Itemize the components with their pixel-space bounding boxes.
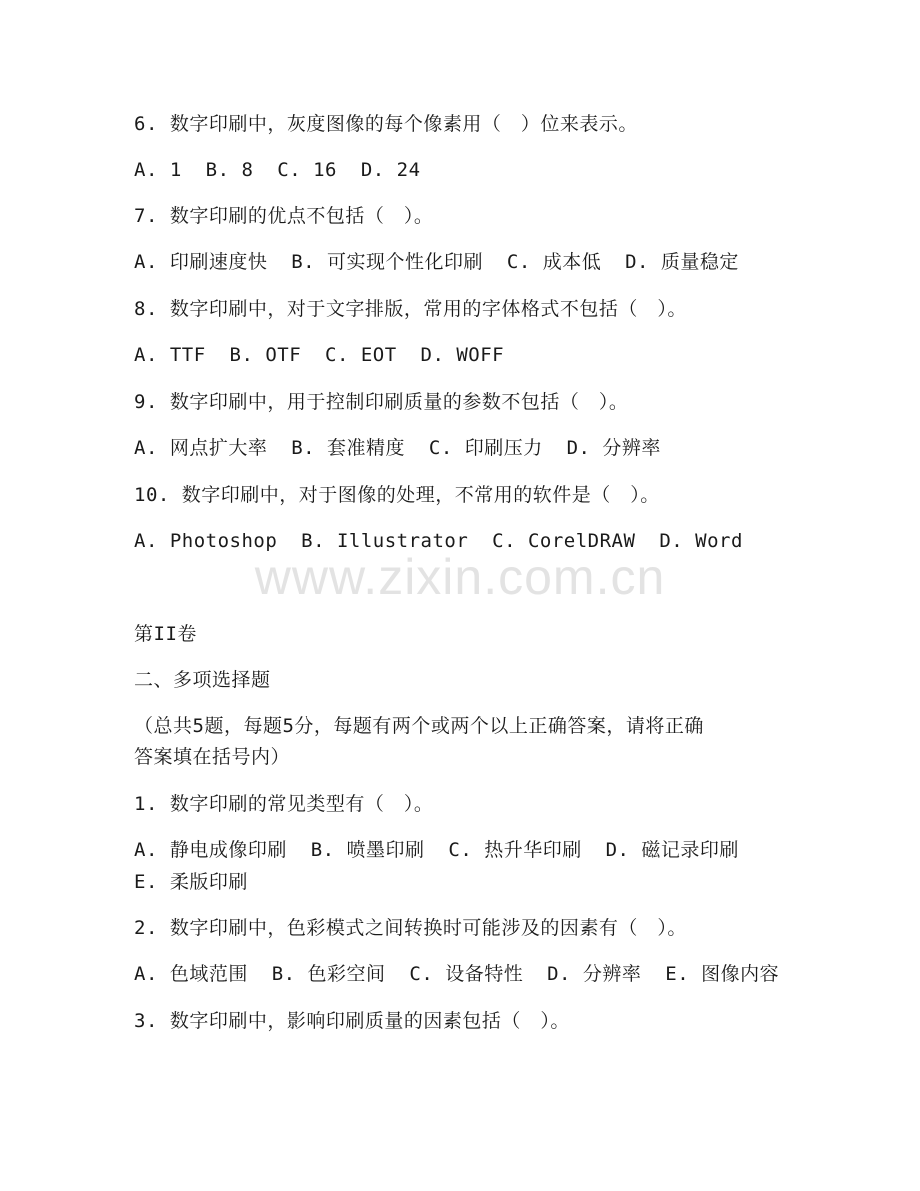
multi-question-1-options-line-2: E. 柔版印刷 [134, 871, 248, 893]
instructions-line-2: 答案填在括号内） [134, 746, 291, 768]
question-10-options: A. Photoshop B. Illustrator C. CorelDRAW D. Word [134, 530, 743, 552]
multi-question-1: 1. 数字印刷的常见类型有（ ）。 [134, 793, 434, 815]
question-6: 6. 数字印刷中，灰度图像的每个像素用（ ）位来表示。 [134, 113, 638, 135]
instructions-line-1: （总共5题，每题5分，每题有两个或两个以上正确答案，请将正确 [134, 715, 704, 737]
multi-question-1-options-line-1: A. 静电成像印刷 B. 喷墨印刷 C. 热升华印刷 D. 磁记录印刷 [134, 839, 739, 861]
question-9: 9. 数字印刷中，用于控制印刷质量的参数不包括（ ）。 [134, 391, 629, 413]
watermark: www.zixin.com.cn [254, 549, 666, 605]
multi-question-3: 3. 数字印刷中，影响印刷质量的因素包括（ ）。 [134, 1010, 570, 1032]
question-9-options: A. 网点扩大率 B. 套准精度 C. 印刷压力 D. 分辨率 [134, 437, 661, 459]
question-7-options: A. 印刷速度快 B. 可实现个性化印刷 C. 成本低 D. 质量稳定 [134, 251, 739, 273]
question-8: 8. 数字印刷中，对于文字排版，常用的字体格式不包括（ ）。 [134, 298, 687, 320]
multi-question-2-options: A. 色域范围 B. 色彩空间 C. 设备特性 D. 分辨率 E. 图像内容 [134, 963, 780, 985]
question-8-options: A. TTF B. OTF C. EOT D. WOFF [134, 344, 505, 366]
question-7: 7. 数字印刷的优点不包括（ ）。 [134, 205, 434, 227]
volume-title: 第II卷 [134, 623, 197, 645]
question-10: 10. 数字印刷中，对于图像的处理，不常用的软件是（ ）。 [134, 484, 660, 506]
question-6-options: A. 1 B. 8 C. 16 D. 24 [134, 159, 421, 181]
multi-question-2: 2. 数字印刷中，色彩模式之间转换时可能涉及的因素有（ ）。 [134, 917, 687, 939]
section-title: 二、多项选择题 [134, 669, 271, 691]
